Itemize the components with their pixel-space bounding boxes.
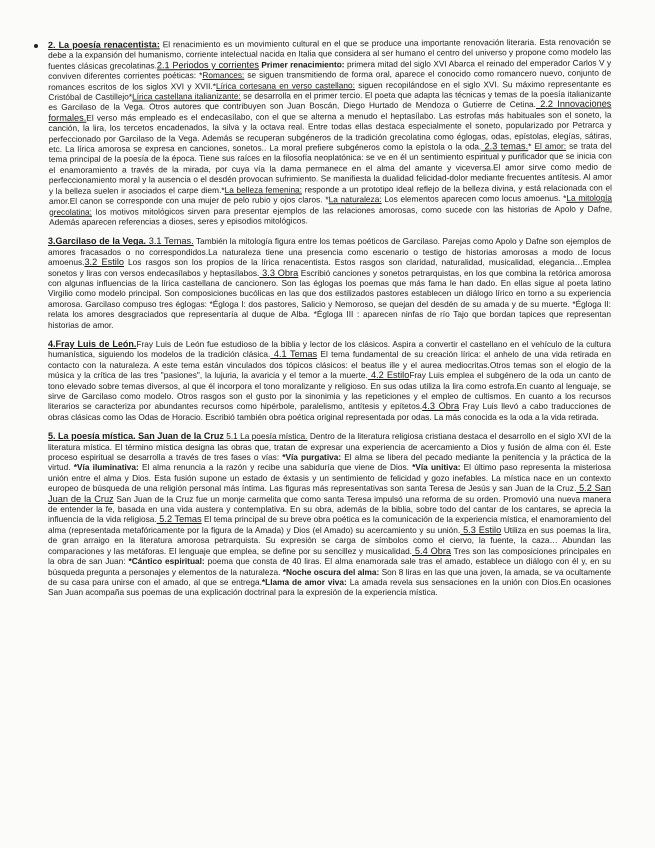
underlined-label: El amor:	[534, 140, 567, 152]
bold-label: *Vía purgativa:	[282, 452, 342, 463]
paragraph-text: Fray Luis de León fue estudioso de la biblia y lector de los clásicos. Aspira a convertir el castellano en el vehículo de la cultura humanística, siguiendo los modelos de la tradición clásica.	[48, 338, 611, 360]
paragraph-text: se desarrolla en el primer tercio. El poeta que adapta las técnicas y temas de la poesía italianizante es Garcilaso de la Vega. Otros autores que contribuyen son Juan Boscán, Diego Hurtado de Mendoza o Gutierre de Cetina.	[48, 88, 612, 113]
underlined-label: Lírica cortesana en verso castellano:	[215, 79, 355, 91]
bold-label: *Vía unitiva:	[412, 462, 461, 473]
paragraph-text: Dentro de la literatura religiosa cristiana destaca el desarrollo en el siglo XVI de la literatura mística. El término mística designa las obras que, tratan de expresar una experiencia de acercamiento a Dios y fusión de alma con él. Este proceso espiritual se desarrolla a través de tres fases o vías:	[48, 431, 612, 463]
subheading: 4.1 Temas	[270, 349, 318, 360]
section-fray-luis	[48, 339, 611, 422]
bullet-mark	[34, 44, 38, 48]
underlined-label: 5.1 La poesía mística.	[223, 431, 308, 442]
paragraph-text: Los rasgos son los propios de la lírica renacentista. Estos rasgos son claridad, naturalidad, musicalidad, elegancia…Emplea sonetos y liras con versos endecasílabos y heptasílabos.	[48, 257, 611, 278]
paragraph-text: poema que consta de 40 liras. El alma enamorada sale tras el amado, establece un diálogo con él y, en su búsqueda pregunta a personajes y elementos de la naturaleza.	[48, 556, 611, 577]
subheading: 5.2 San Juan de la Cruz	[48, 483, 611, 504]
paragraph-text: se siguen transmitiendo de forma oral, aparece el conocido como romancero nuevo, conjunto de romances escritos de los siglos XVI y XVII.*	[48, 67, 612, 92]
paragraph-text: Los elementos aparecen como locus amoenus. *	[381, 192, 567, 205]
subheading: 2.3 temas.	[481, 141, 529, 152]
paragraph-text: responde a un prototipo ideal reflejo de la belleza divina, y está relacionada con el amor.El canon se corresponde con una mujer de pelo rubio y ojos claros. *	[48, 182, 612, 207]
paragraph-text: Fray Luis emplea el subgénero de la oda un canto de tono elevado sobre temas diversos, al que él incorpora el tono moralizante y religioso. En sus odas utiliza la lira como estrofa.En cuanto al lenguaje, se sirve de Garcilaso como modelo. Otros rasgos son el gusto por la sinonimia y las repeticiones y el empleo de cultismos. En cuanto a los recursos literarios se caracteriza por abundantes recursos como hipérbole, paralelismo, antítesis y epítetos.	[48, 370, 612, 412]
section-garcilaso	[48, 236, 611, 330]
section-renacimiento	[48, 37, 612, 228]
paragraph-text: los motivos mitológicos sirven para presentar ejemplos de las relaciones amorosas, como sucede con las historias de Apolo y Dafne, Además aparecen referencias a dioses, seres y episodios mitológicos.	[49, 203, 613, 227]
underlined-label: Romances:	[202, 70, 245, 81]
bold-label: *Cántico espiritual:	[128, 556, 205, 567]
bold-label: *Llama de amor viva:	[261, 576, 347, 587]
subheading: 4.2 Estilo	[367, 370, 410, 381]
subheading: 3.3 Obra	[259, 267, 299, 278]
subheading: 2.2 Innovaciones formales.	[48, 98, 612, 123]
paragraph-text: *	[528, 141, 535, 152]
subheading: 2.1 Periodos y corrientes	[156, 59, 259, 71]
paragraph-text: Escribió canciones y sonetos petrarquistas, en los que combina la retórica amorosa con algunas influencias de la lírica castellana de cancionero. Son las églogas los poemas que más fama le han dado. En ellas sigue al poeta latino Virgilio como modelo principal. Son composiciones bucólicas en las que dos estilizados pastores establecen un diálogo lírico en torno a su experiencia amorosa. Garcilaso compuso tres églogas: *Égloga I: dos pastores, Salicio y Nemoroso, se quejan del desdén de su amada y de su muerte. *Égloga II: relata los amores desgraciados que representaría al duque de Alba. *Égloga III : aparecen ninfas de río Tajo que bordan tapices que representan historias de amor.	[48, 267, 611, 330]
section-heading: 5. La poesía mística. San Juan de la Cruz	[48, 431, 224, 442]
underlined-label: Lírica castellana italianizante:	[132, 90, 241, 102]
bold-label: Primer renacimiento:	[258, 59, 345, 70]
paragraph-text: Tres son las composiciones principales en la obra de san Juan:	[48, 545, 611, 567]
paragraph-text: El renacimiento es un movimiento cultural en el que se produce una importante renovación literaria. Esta renovación se debe a la expansión del humanismo, corriente intelectual nacida en Italia que considera al ser humano el centro del universo y propone como modelo las fuentes clásicas grecolatinas.	[48, 36, 612, 71]
paragraph-text: El último paso representa la misteriosa unión entre el alma y Dios. Esta fusión supone un estado de éxtasis y un sentimiento de felicidad y gozo inefables. La mística nace en un contexto europeo de búsqueda de una religión personal más íntima. Las figuras más representativas son santa Teresa de Jesús y san Juan de la Cruz.	[48, 462, 612, 494]
paragraph-text: El alma se libera del pecado mediante la penitencia y la práctica de la virtud.	[48, 452, 611, 473]
paragraph-text: Utiliza en sus poemas la lira, de gran arraigo en la literatura amorosa petrarquista. Su expresión se carga de símbolos como el ciervo, la fuente, la caza… Abundan las comparaciones y las metáforas. El lenguaje que emplea, se define por su sencillez y musicalidad.	[48, 524, 612, 556]
paragraph-text: San Juan de la Cruz fue un monje carmelita que como santa Teresa impulsó una reforma de su orden. Promovió una nueva manera de entender la fe, basada en una vida austera y contemplativa. En su obra, además de la biblia, sobre todo del cantar de los cantares, se aprecia la influencia de la vida religiosa.	[48, 493, 611, 525]
subheading: 3.1 Temas.	[146, 236, 194, 247]
subheading: 3.2 Estilo	[84, 257, 124, 268]
underlined-label: La mitología grecolatina:	[49, 192, 613, 217]
section-heading: 3.Garcilaso de la Vega.	[48, 236, 147, 247]
paragraph-text: Son 8 liras en las que una joven, la amada, se va ocultamente de su casa para unirse con el amado, al que se entrega.	[48, 566, 612, 587]
bold-label: *Vía iluminativa:	[73, 462, 139, 473]
paragraph-text: El tema principal de su breve obra poética es la comunicación de la experiencia mística, el enamoramiento del alma (representada metafóricamente por la figura de la Amada) y Dios (el Amado) su acercamiento y su unión.	[48, 514, 611, 535]
section-mistica	[48, 431, 611, 598]
paragraph-text: siguen recopilándose en el siglo XVI. Su máximo representante es Cristóbal de Castillejo*	[48, 78, 612, 103]
paragraph-text: El alma renuncia a la razón y recibe una sabiduría que viene de Dios.	[138, 462, 413, 473]
paragraph-text: La amada revela sus sensaciones en la unión con Dios.En ocasiones San Juan acompaña sus poemas de una explicación doctrinal para la expresión de la experiencia mística.	[48, 576, 611, 598]
paragraph-text: se trata del tema principal de la poesía de la época. Tiene sus raíces en la filosofía neoplatónica: se ve en él un sentimiento espiritual y purificador que se inicia con el enamoramiento a través de la mirada, por cuya vía la dama permanece en el alma del amante y viceversa.El amor sirve como medio de perfeccionamiento moral y la ausencia o el desdén provocan sufrimiento. Se manifiesta la dualidad felicidad-dolor mediante frecuentes antítesis. Al amor y la belleza suelen ir asociados el carpe diem.*	[48, 140, 612, 196]
paragraph-text: También la mitología figura entre los temas poéticos de Garcilaso. Parejas como Apolo y Dafne son ejemplos de amores fracasados o no correspondidos.La naturaleza tiene una presencia como escenario o testigo de historias amorosas a modo de locus amoenus.	[48, 236, 611, 268]
subheading: 5.4 Obra	[412, 545, 452, 556]
paragraph-text: Fray Luis llevó a cabo traducciones de obras clásicas como las Odas de Horacio. Escribió también obra poética original representada por odas. La más conocida es la oda a la vida retirada.	[48, 401, 611, 422]
subheading: 4.3 Obra	[422, 401, 460, 412]
subheading: 5.2 Temas	[156, 514, 202, 525]
section-heading: 2. La poesía renacentista:	[48, 39, 160, 50]
bold-label: *Noche oscura del alma:	[282, 566, 380, 577]
underlined-label: La naturaleza:	[328, 194, 382, 205]
paragraph-text: El tema fundamental de su creación lírica: el anhelo de una vida retirada en contacto con la naturaleza. A este tema están vinculados dos tópicos clásicos: el beatus ille y el aurea mediocritas.Otros temas son el elogio de la música y la crítica de las tres "pasiones", la lujuria, la avaricia y el temor a la muerte.	[48, 349, 611, 381]
underlined-label: La belleza femenina:	[224, 184, 302, 195]
paragraph-text: primera mitad del siglo XVI Abarca el reinado del emperador Carlos V y conviven diferentes corrientes poéticas: *	[48, 57, 612, 82]
paragraph-text: El verso más empleado es el endecasílabo, con el que se alterna a menudo el heptasílabo. Las estrofas más habituales son el soneto, la canción, la lira, los tercetos encadenados, la silva y la octava real. Entre todas ellas destaca especialmente el soneto, popularizado por Petrarca y perfeccionado por Garcilaso de la Vega. Además se recuperan subgéneros de la tradición grecolatina como églogas, odas, epístolas, elegías, sátiras, etc. La lírica amorosa se expresa en canciones, sonetos.. La moral prefiere subgéneros como la epístola o la oda.	[48, 109, 612, 155]
subheading: 5.3 Estilo	[460, 524, 502, 535]
section-heading: 4.Fray Luis de León.	[48, 338, 137, 349]
